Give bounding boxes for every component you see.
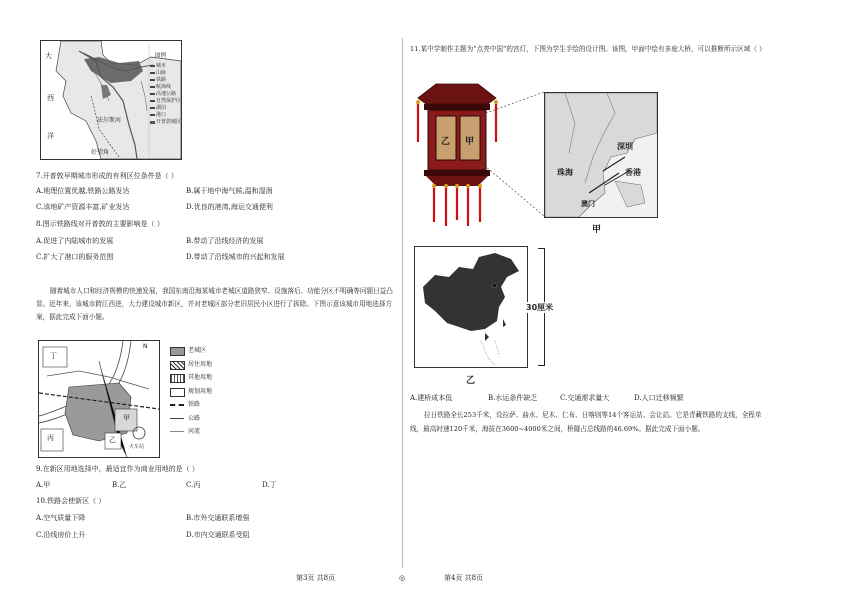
q7-stem: 7.开普敦早期城市形成的有利区位条件是（ ） (36, 172, 178, 180)
china-map (414, 246, 528, 368)
q8-option-d[interactable]: D.带动了沿线城市的兴起和发展 (186, 253, 285, 261)
map2-legend-river: 河流 (188, 428, 201, 435)
q9-stem: 9.在新区用地选择中，最适宜作为商业用地的是（ ） (36, 465, 199, 473)
q10-stem: 10.铁路会使新区（ ） (36, 497, 106, 505)
caption-jia: 甲 (592, 225, 602, 235)
map1-legend-shipping: 航海线 (156, 84, 172, 90)
map1-legend-highway: 高速公路 (156, 91, 177, 97)
map1-label-xi: 西 (47, 94, 54, 102)
q10-option-a[interactable]: A.空气质量下降 (36, 514, 86, 522)
q7-option-d[interactable]: D.优良的港湾,海运交通便利 (186, 203, 273, 211)
map2-legend-road: 公路 (188, 414, 201, 422)
q11-option-d[interactable]: D.人口迁移频繁 (634, 394, 684, 402)
q11-option-b[interactable]: B.水运条件缺乏 (488, 394, 538, 402)
map2-legend-other: 其他用地 (188, 374, 213, 381)
map2-station: 火车站 (129, 444, 145, 450)
passage-text: 随着城市人口和经济规模的快速发展，我国东南沿海某城市老城区道路狭窄、设施落后、功能分区不明确等问题日益凸显。近年来，该城市跨江西进，大力建设城市新区，并对老城区部分老旧居民小区进行了拆除。下图示意该城市用地选择方案，据此完成下面小题。 (36, 287, 393, 321)
pearl-river-map (544, 92, 658, 218)
q11-stem: 11.某中学制作主题为“点亮中国”的宫灯，下图为学生手绘的设计图。该图，甲面中绘有多座大桥，可以推断所示区域（ ） (410, 45, 766, 53)
q10-option-d[interactable]: D.市内交通联系受阻 (186, 531, 250, 539)
map1-legend-reserve: 自然保护区 (156, 98, 182, 104)
map1-legend-city: 城市 (156, 63, 167, 69)
caption-yi: 乙 (466, 376, 476, 386)
map1-legend-urban: 开普敦城区 (156, 119, 182, 125)
q9-option-a[interactable]: A.甲 (36, 481, 51, 489)
q8-option-c[interactable]: C.扩大了港口的服务范围 (36, 253, 114, 261)
map1-legend-mountain: 山脉 (156, 70, 167, 76)
map1-label-river: 法尔斯河 (97, 117, 122, 124)
map2-north: N (143, 343, 148, 350)
map1-legend-port: 港口 (156, 112, 167, 118)
label-shenzhen: 深圳 (617, 142, 633, 151)
q9-option-c[interactable]: C.丙 (186, 481, 201, 489)
q11-option-a[interactable]: A.建桥成本低 (410, 394, 453, 402)
map2-legend-railway: 铁路 (188, 401, 201, 408)
footer-page-left: 第3页 共8页 (296, 574, 336, 582)
map2-legend-planned: 规划用地 (188, 387, 213, 395)
map2-jia: 甲 (123, 414, 130, 422)
q9-option-b[interactable]: B.乙 (112, 481, 127, 489)
lantern-panel-jia: 甲 (465, 137, 475, 147)
map2-ding: 丁 (50, 352, 57, 360)
footer-center-icon: ◎ (399, 574, 406, 582)
page-divider (402, 38, 403, 568)
q7-option-c[interactable]: C.该地矿产资源丰富,矿业发达 (36, 203, 130, 211)
map1-legend-lake: 湖泊 (156, 105, 167, 111)
q10-option-b[interactable]: B.市外交通联系增强 (186, 514, 250, 522)
q8-option-a[interactable]: A.促进了内陆城市的发展 (36, 237, 114, 245)
label-zhuhai: 珠海 (557, 168, 573, 177)
capetown-map (40, 40, 182, 160)
map2-legend-old-city: 老城区 (188, 347, 207, 354)
map1-label-yang: 洋 (47, 132, 54, 140)
lhasa-passage: 拉日铁路全长253千米，设拉萨、曲水、尼木、仁布、日喀则等14个客运站、会让站。它是青藏铁路的支线，全程单线，最高时速120千米，海拔在3600~4000米之间，桥隧占总线路的46.69%。据此完成下面小题。 (410, 411, 762, 433)
footer-page-right: 第4页 共8页 (444, 574, 484, 582)
map1-label-cape: 好望角 (91, 149, 110, 156)
beijing-star-icon: ★ (491, 281, 499, 290)
q11-option-c[interactable]: C.交通需求量大 (560, 394, 610, 402)
q8-option-b[interactable]: B.带动了沿线经济的发展 (186, 237, 264, 245)
map2-yi: 乙 (109, 436, 116, 444)
q9-option-d[interactable]: D.丁 (262, 481, 277, 489)
map1-label-da: 大 (45, 52, 52, 60)
map1-legend-railway: 铁路 (156, 77, 167, 83)
q10-option-c[interactable]: C.沿线房价上升 (36, 531, 86, 539)
lantern-panel-yi: 乙 (441, 137, 451, 147)
label-macau: 澳门 (581, 200, 595, 208)
map1-legend-title: 图例 (155, 53, 167, 59)
q8-stem: 8.图示铁路线对开普敦的主要影响是（ ） (36, 220, 164, 228)
city-plan-map (38, 340, 228, 456)
map2-xi: 丙 (47, 434, 54, 442)
q7-option-b[interactable]: B.属于地中海气候,温和湿润 (186, 187, 273, 195)
label-hongkong: 香港 (625, 168, 641, 177)
scale-label: 30厘米 (526, 303, 554, 312)
q7-option-a[interactable]: A.地理位置优越,铁路公路发达 (36, 187, 130, 195)
connector-lines (478, 90, 548, 220)
map2-legend-residential: 居住用地 (188, 360, 213, 368)
